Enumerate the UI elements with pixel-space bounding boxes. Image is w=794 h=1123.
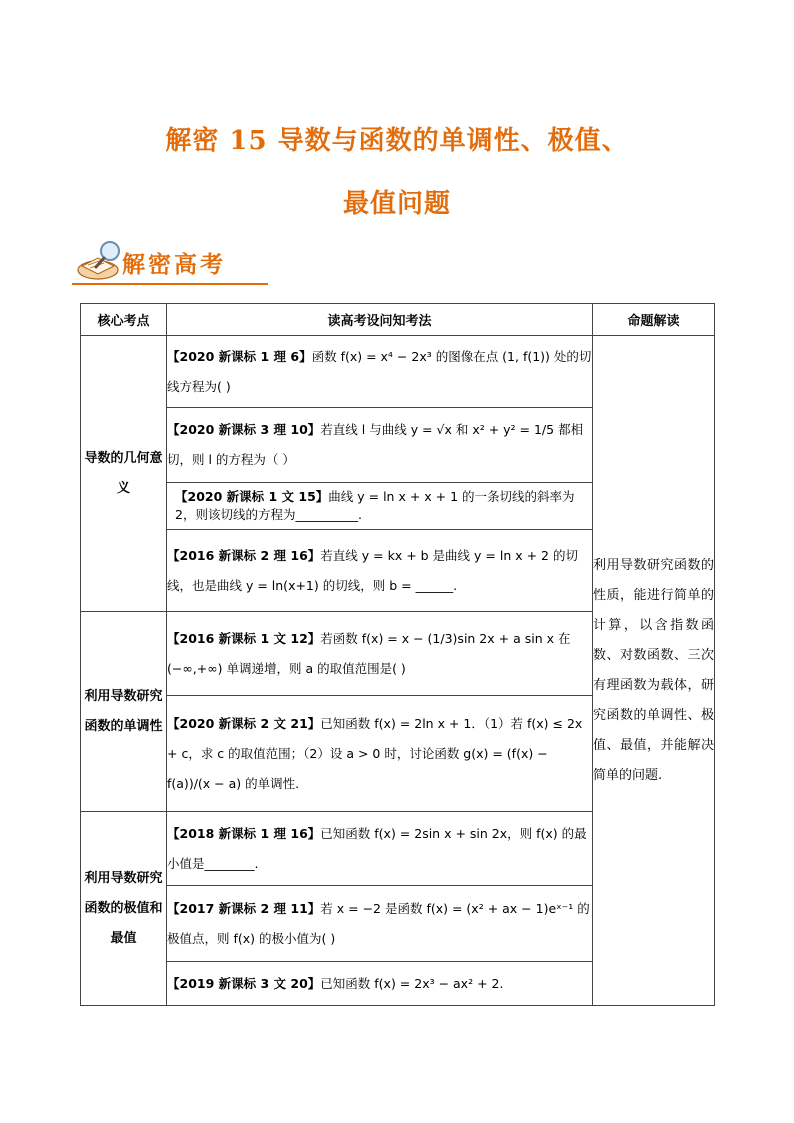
question-source: 【2020 新课标 2 文 21】 — [167, 715, 321, 731]
question-cell — [167, 530, 593, 612]
question-cell — [167, 336, 593, 408]
question-cell — [167, 483, 593, 530]
header-questions: 读高考设问知考法 — [167, 304, 593, 336]
question-source: 【2020 新课标 1 理 6】 — [167, 348, 312, 364]
table-row — [81, 336, 715, 408]
question-source: 【2020 新课标 3 理 10】 — [167, 422, 321, 437]
page-title-line-1: 解密 15 导数与函数的单调性、极值、 — [165, 126, 629, 156]
banner-underline — [72, 283, 268, 285]
question-source: 【2020 新课标 1 文 15】 — [175, 489, 329, 504]
question-text: 若直线 l 与曲线 y = √x 和 x² + y² = 1/5 都相切，则 l 的方程为（ ） — [167, 422, 584, 467]
question-source: 【2016 新课标 1 文 12】 — [167, 630, 321, 646]
topic-cell-geometric-meaning: 导数的几何意义 — [81, 336, 167, 612]
question-cell — [167, 812, 593, 886]
section-banner-label: 解密高考 — [122, 251, 226, 278]
question-cell — [167, 612, 593, 696]
question-cell — [167, 886, 593, 962]
question-source: 【2017 新课标 2 理 11】 — [167, 900, 321, 916]
question-text: 曲线 y = ln x + x + 1 的一条切线的斜率为 2，则该切线的方程为__________. — [175, 489, 575, 522]
topic-cell-monotonicity: 利用导数研究函数的单调性 — [81, 612, 167, 812]
question-source: 【2019 新课标 3 文 20】 — [167, 975, 321, 991]
question-text: 若函数 f(x) = x − (1/3)sin 2x + a sin x 在 (−∞,+∞) 单调递增，则 a 的取值范围是( ) — [167, 630, 571, 676]
question-source: 【2016 新课标 2 理 16】 — [167, 547, 321, 563]
question-cell — [167, 408, 593, 483]
question-text: 函数 f(x) = x⁴ − 2x³ 的图像在点 (1, f(1)) 处的切线方程为( ) — [167, 348, 592, 394]
header-interpretation: 命题解读 — [593, 304, 715, 336]
exam-analysis-table — [80, 303, 715, 1006]
table-header-row — [81, 304, 715, 336]
question-text: 若 x = −2 是函数 f(x) = (x² + ax − 1)eˣ⁻¹ 的极值点，则 f(x) 的极小值为( ) — [167, 900, 590, 946]
question-text: 若直线 y = kx + b 是曲线 y = ln x + 2 的切线，也是曲线 y = ln(x+1) 的切线，则 b = ______. — [167, 547, 578, 593]
page-title-line-2: 最值问题 — [342, 189, 451, 219]
interpretation-cell: 利用导数研究函数的性质，能进行简单的计算，以含指数函数、对数函数、三次有理函数为载体，研究函数的单调性、极值、最值，并能解决简单的问题. — [593, 336, 715, 1006]
question-text: 已知函数 f(x) = 2sin x + sin 2x，则 f(x) 的最小值是________. — [167, 825, 587, 871]
question-text: 已知函数 f(x) = 2ln x + 1．（1）若 f(x) ≤ 2x + c，求 c 的取值范围；（2）设 a > 0 时，讨论函数 g(x) = (f(x) − f(a))/(x − a) 的单调性. — [167, 715, 583, 791]
question-cell — [167, 696, 593, 812]
topic-cell-extrema: 利用导数研究函数的极值和最值 — [81, 812, 167, 1006]
question-cell — [167, 962, 593, 1006]
header-core-topic: 核心考点 — [81, 304, 167, 336]
question-source: 【2018 新课标 1 理 16】 — [167, 825, 321, 841]
question-text: 已知函数 f(x) = 2x³ − ax² + 2. — [320, 975, 504, 991]
